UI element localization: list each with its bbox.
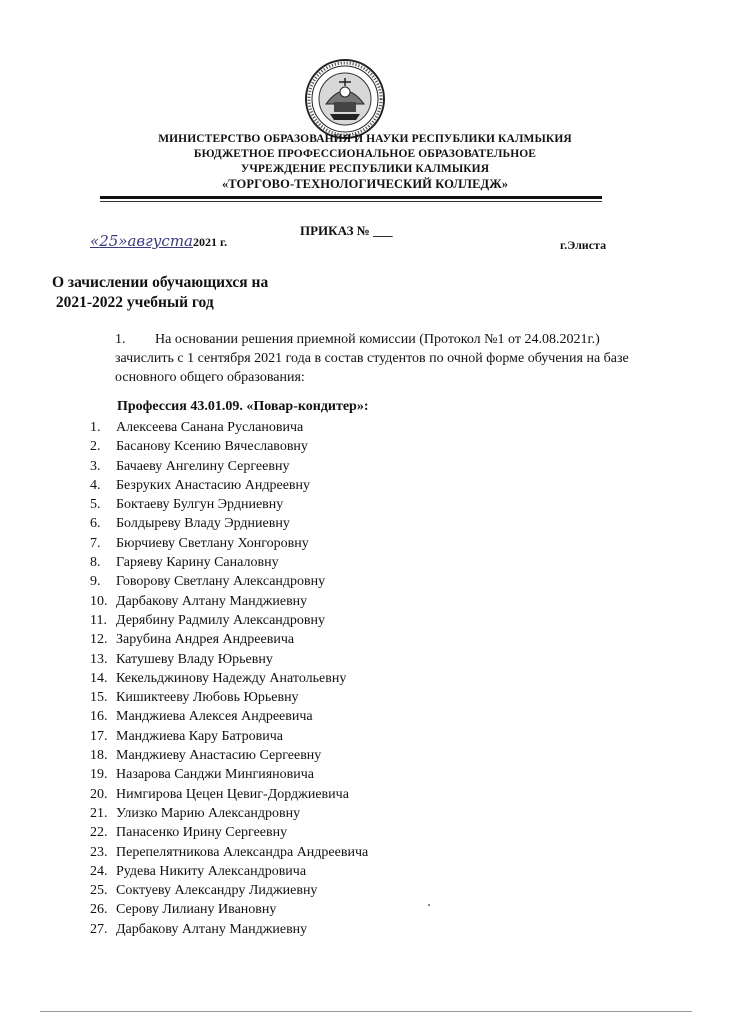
student-number: 24. (90, 863, 108, 879)
student-list-item (90, 669, 368, 688)
student-name: Зарубина Андрея Андреевича (116, 632, 295, 648)
student-name: Назарова Санджи Мингияновича (116, 767, 314, 783)
student-name: Перепелятникова Александра Андреевича (116, 844, 369, 860)
student-number: 4. (90, 477, 101, 493)
student-list-item (90, 746, 368, 765)
student-name: Дарбакову Алтану Манджиевну (116, 593, 308, 609)
student-number: 11. (90, 612, 107, 628)
student-name: Безруких Анастасию Андреевну (116, 477, 311, 493)
student-name: Панасенко Ирину Сергеевну (116, 825, 288, 841)
student-name: Бюрчиеву Светлану Хонгоровну (116, 535, 309, 551)
student-list-item (90, 572, 368, 591)
student-list-item (90, 823, 368, 842)
institution-header (90, 132, 640, 192)
student-number: 22. (90, 825, 108, 841)
student-list-item (90, 650, 368, 669)
student-number: 6. (90, 516, 101, 532)
student-name: Манджиева Алексея Андреевича (116, 709, 313, 725)
student-number: 18. (90, 748, 108, 764)
student-list-item (90, 688, 368, 707)
student-number: 8. (90, 555, 101, 571)
student-number: 20. (90, 786, 108, 802)
subject-line-1: О зачислении обучающихся на (52, 274, 269, 291)
student-list-item (90, 611, 368, 630)
order-date (90, 232, 227, 250)
student-number: 5. (90, 497, 101, 513)
student-list-item (90, 553, 368, 572)
student-name: Дерябину Радмилу Александровну (116, 612, 326, 628)
student-number: 9. (90, 574, 101, 590)
date-close-quote: » (118, 232, 128, 250)
student-name: Серову Лилиану Ивановну (116, 902, 277, 918)
subject-line-2: 2021-2022 учебный год (52, 294, 214, 311)
student-number: 14. (90, 670, 108, 686)
scan-speck (428, 904, 430, 906)
date-day-handwritten: 25 (99, 232, 119, 250)
student-name: Дарбакову Алтану Манджиевну (116, 921, 308, 937)
student-number: 16. (90, 709, 108, 725)
student-name: Улизко Марию Александровну (116, 805, 301, 821)
student-number: 13. (90, 651, 108, 667)
student-list (90, 418, 368, 939)
student-number: 25. (90, 883, 108, 899)
student-name: Басанову Ксению Вячеславовну (116, 439, 308, 455)
student-number: 17. (90, 728, 108, 744)
student-list-item (90, 785, 368, 804)
order-subject (52, 273, 268, 313)
student-number: 7. (90, 535, 101, 551)
student-name: Манджиеву Анастасию Сергеевну (116, 748, 322, 764)
header-ministry: МИНИСТЕРСТВО ОБРАЗОВАНИЯ И НАУКИ РЕСПУБЛИКИ КАЛМЫКИЯ (158, 133, 572, 145)
profession-heading: Профессия 43.01.09. «Повар-кондитер»: (117, 399, 369, 414)
student-list-item (90, 707, 368, 726)
student-name: Кекельджинову Надежду Анатольевну (116, 670, 347, 686)
student-name: Рудева Никиту Александровича (116, 863, 307, 879)
student-list-item (90, 592, 368, 611)
student-list-item (90, 437, 368, 456)
student-number: 21. (90, 805, 108, 821)
student-name: Катушеву Владу Юрьевну (116, 651, 273, 667)
header-college-name: «ТОРГОВО-ТЕХНОЛОГИЧЕСКИЙ КОЛЛЕДЖ» (221, 177, 509, 191)
student-number: 10. (90, 593, 108, 609)
date-year: 2021 г. (193, 235, 228, 249)
student-list-item (90, 843, 368, 862)
header-divider-thin (100, 201, 602, 202)
student-list-item (90, 920, 368, 939)
paragraph-first-text: На основании решения приемной комиссии (Протокол №1 от 24.08.2021г.) (155, 332, 600, 347)
student-number: 2. (90, 439, 101, 455)
date-month-handwritten: августа (127, 232, 193, 250)
order-title: ПРИКАЗ № ___ (300, 223, 393, 238)
student-list-item (90, 862, 368, 881)
student-number: 26. (90, 902, 108, 918)
student-list-item (90, 765, 368, 784)
student-number: 12. (90, 632, 108, 648)
student-name: Гаряеву Карину Саналовну (116, 555, 279, 571)
student-name: Кишиктееву Любовь Юрьевну (116, 690, 299, 706)
student-name: Бачаеву Ангелину Сергеевну (116, 458, 290, 474)
student-list-item (90, 900, 368, 919)
header-institution-region: УЧРЕЖДЕНИЕ РЕСПУБЛИКИ КАЛМЫКИЯ (240, 163, 490, 175)
student-list-item (90, 727, 368, 746)
student-list-item (90, 457, 368, 476)
date-open-quote: « (90, 232, 100, 250)
scan-edge-line (40, 1011, 692, 1012)
paragraph-first-line (115, 330, 637, 349)
student-list-item (90, 534, 368, 553)
student-list-item (90, 630, 368, 649)
student-list-item (90, 881, 368, 900)
student-number: 3. (90, 458, 101, 474)
student-number: 19. (90, 767, 108, 783)
student-name: Боктаеву Булгун Эрдниевну (116, 497, 284, 513)
student-number: 15. (90, 690, 108, 706)
student-number: 1. (90, 420, 101, 435)
paragraph-continuation: зачислить с 1 сентября 2021 года в состав студентов по очной форме обучения на базе основного общего образования: (115, 351, 629, 385)
college-emblem-icon (304, 58, 386, 140)
student-name: Соктуеву Александру Лиджиевну (116, 883, 318, 899)
student-name: Говорову Светлану Александровну (116, 574, 326, 590)
student-list-item (90, 495, 368, 514)
header-divider-thick (100, 196, 602, 199)
student-list-item (90, 418, 368, 437)
student-number: 23. (90, 844, 108, 860)
header-institution-type: БЮДЖЕТНОЕ ПРОФЕССИОНАЛЬНОЕ ОБРАЗОВАТЕЛЬНОЕ (193, 148, 537, 160)
student-name: Нимгирова Цецен Цевиг-Дорджиевича (116, 786, 349, 802)
paragraph-number: 1. (115, 332, 126, 347)
student-name: Манджиева Кару Батровича (116, 728, 284, 744)
student-name: Болдыреву Владу Эрдниевну (116, 516, 290, 532)
order-city: г.Элиста (560, 238, 607, 252)
student-list-item (90, 804, 368, 823)
student-number: 27. (90, 921, 108, 937)
student-list-item (90, 476, 368, 495)
student-name: Алексеева Санана Руслановича (116, 420, 304, 435)
student-list-item (90, 514, 368, 533)
